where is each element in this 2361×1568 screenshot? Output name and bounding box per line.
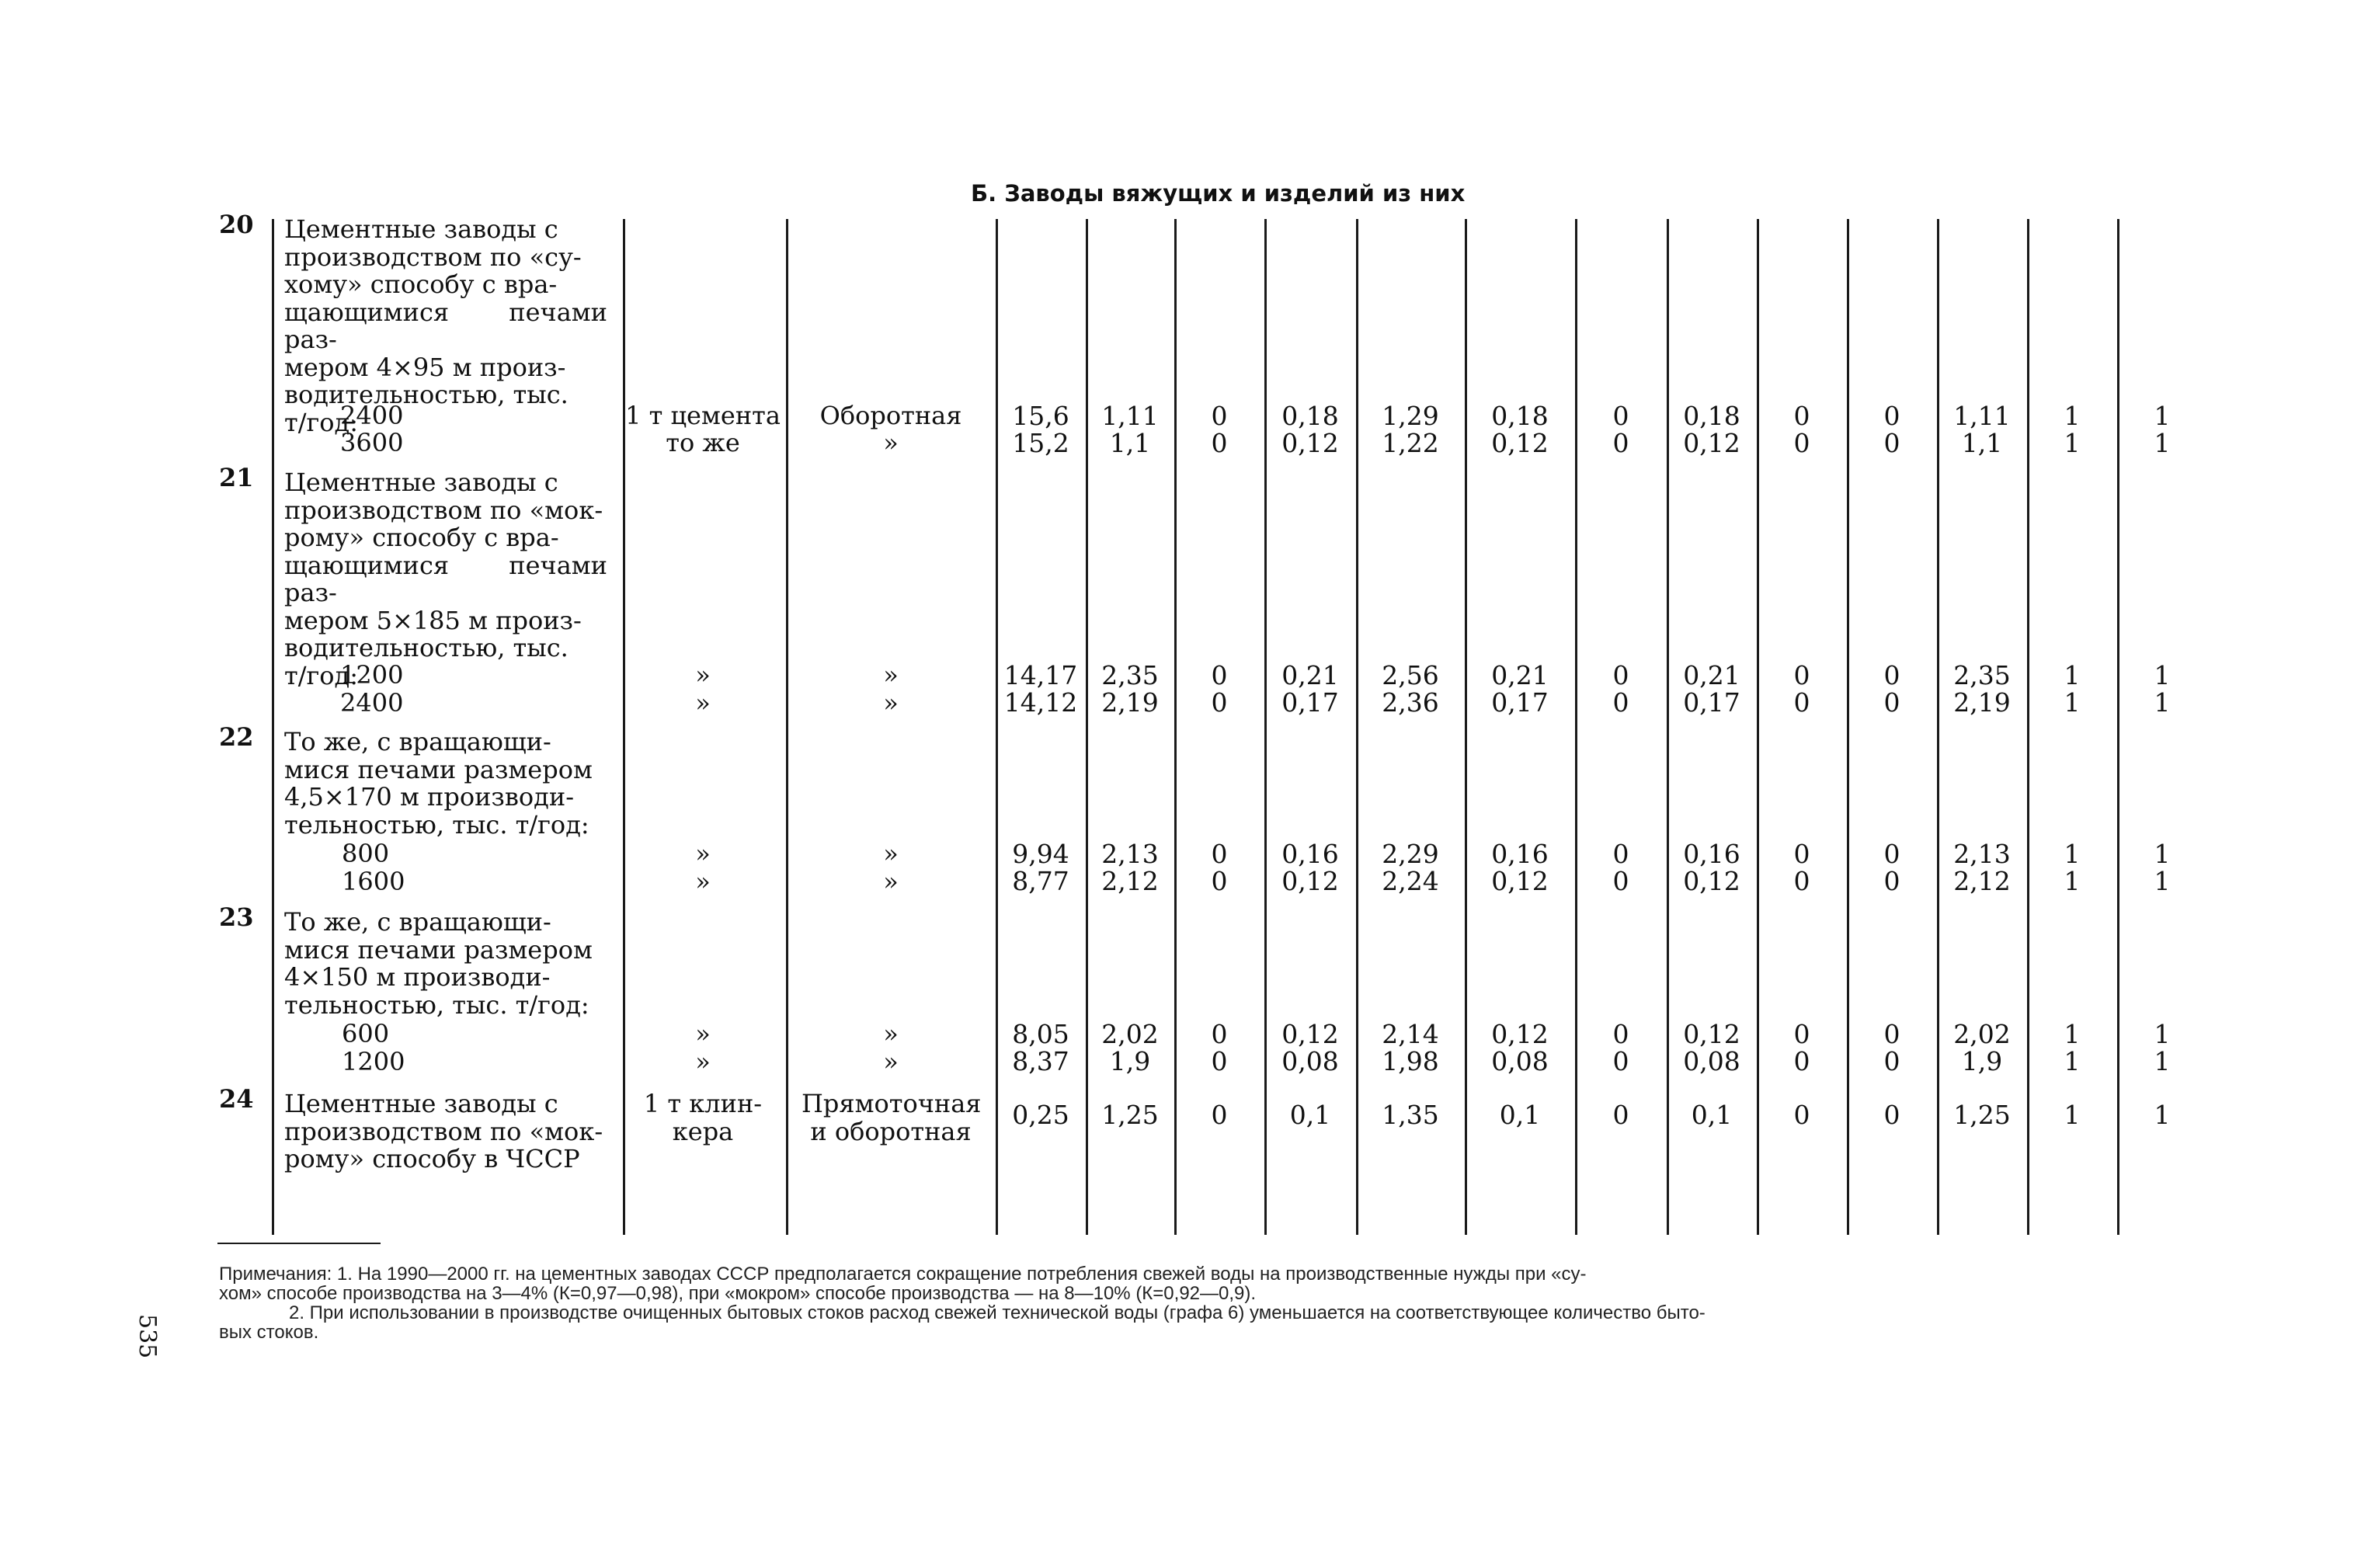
capacity-value: 800 [342,839,390,868]
unit-cell: » [695,867,711,896]
column-rule [1465,219,1467,1235]
table-cell: 0 [1883,866,1900,896]
table-cell: 2,14 [1382,1019,1439,1049]
capacity-value: 600 [342,1019,390,1048]
column-rule [1667,219,1669,1235]
table-cell: 2,56 [1382,660,1439,690]
table-cell: 0,18 [1281,401,1339,431]
table-cell: 8,77 [1012,866,1069,896]
table-cell: 1 [2154,687,2171,718]
table-cell: 0,08 [1683,1046,1740,1076]
column-rule [2117,219,2119,1235]
table-cell: 0 [1211,839,1228,869]
table-cell: 1,1 [1109,428,1151,458]
table-cell: 0 [1211,401,1228,431]
section-title: Б. Заводы вяжущих и изделий из них [971,180,1466,207]
table-cell: 1,25 [1953,1100,2011,1130]
table-cell: 0 [1883,428,1900,458]
table-cell: 2,24 [1382,866,1439,896]
table-cell: 0,18 [1491,401,1549,431]
table-cell: 1,1 [1961,428,2003,458]
table-cell: 0 [1793,428,1810,458]
table-cell: 15,6 [1012,401,1069,431]
table-cell: 0,18 [1683,401,1740,431]
column-rule [272,219,274,1235]
table-cell: 0,12 [1491,428,1549,458]
capacity-value: 3600 [340,428,404,457]
water-system-cell: » [883,867,899,896]
table-cell: 1 [2154,1100,2171,1130]
table-cell: 0 [1211,660,1228,690]
column-rule [1086,219,1088,1235]
column-rule [1847,219,1849,1235]
table-cell: 0,17 [1683,687,1740,718]
table-cell: 0 [1612,660,1629,690]
capacity-value: 1200 [340,660,404,690]
table-cell: 1,11 [1953,401,2011,431]
water-system-cell: » [883,688,899,718]
table-cell: 1,98 [1382,1046,1439,1076]
row-number: 20 [219,210,254,239]
unit-cell: » [695,839,711,868]
note-line: хом» способе производства на 3—4% (К=0,97—0,98), при «мокром» способе производства — на 8—10% (К=0,92—0,9). [219,1283,1257,1304]
table-cell: 2,12 [1953,866,2011,896]
table-cell: 1 [2154,1046,2171,1076]
table-cell: 2,19 [1953,687,2011,718]
table-cell: 0,17 [1281,687,1339,718]
table-cell: 2,13 [1101,839,1159,869]
table-cell: 2,35 [1101,660,1159,690]
table-cell: 0 [1612,1019,1629,1049]
table-cell: 0,16 [1683,839,1740,869]
row-number: 22 [219,722,254,752]
table-cell: 0 [1793,1019,1810,1049]
column-rule [1356,219,1358,1235]
table-cell: 1 [2064,866,2081,896]
table-cell: 0 [1211,428,1228,458]
table-cell: 0,12 [1683,866,1740,896]
table-cell: 15,2 [1012,428,1069,458]
table-cell: 0 [1793,839,1810,869]
table-cell: 0 [1793,1100,1810,1130]
table-cell: 0,17 [1491,687,1549,718]
water-system-cell: Прямоточная [801,1089,982,1118]
capacity-value: 1200 [342,1047,405,1076]
footnote-rule [217,1243,381,1244]
note-line: Примечания: 1. На 1990—2000 гг. на цементных заводах СССР предполагается сокращение потребления свежей воды на производственные нужды при «су- [219,1264,1587,1285]
table-cell: 0,1 [1499,1100,1541,1130]
column-rule [996,219,998,1235]
table-cell: 1,22 [1382,428,1439,458]
table-cell: 0 [1211,866,1228,896]
capacity-value: 1600 [342,867,405,896]
table-cell: 0,12 [1491,866,1549,896]
table-cell: 9,94 [1012,839,1069,869]
note-line: вых стоков. [219,1322,319,1343]
water-system-cell: » [883,660,899,690]
table-cell: 0,21 [1683,660,1740,690]
capacity-value: 2400 [340,401,404,430]
table-cell: 0,12 [1281,1019,1339,1049]
table-cell: 2,02 [1953,1019,2011,1049]
table-cell: 0 [1612,687,1629,718]
table-cell: 14,17 [1003,660,1078,690]
column-rule [623,219,625,1235]
table-cell: 0 [1612,1046,1629,1076]
row-description: Цементные заводы с производством по «мок- рому» способу в ЧССР [284,1089,603,1173]
column-rule [1264,219,1267,1235]
table-cell: 0 [1211,687,1228,718]
row-number: 24 [219,1084,254,1114]
unit-cell: » [695,1047,711,1076]
unit-cell: » [695,688,711,718]
unit-cell: » [695,1019,711,1048]
table-cell: 0,08 [1491,1046,1549,1076]
row-description: Цементные заводы с производством по «мок- рому» способу с вра- щающимися печами раз- мером 5×185 м произ- водительностью, тыс. т/год: [284,468,607,690]
water-system-cell: » [883,1019,899,1048]
table-cell: 0 [1883,1100,1900,1130]
table-cell: 0,12 [1683,1019,1740,1049]
table-cell: 0 [1612,428,1629,458]
table-cell: 8,37 [1012,1046,1069,1076]
table-cell: 1 [2064,687,2081,718]
table-cell: 2,12 [1101,866,1159,896]
table-cell: 0 [1793,401,1810,431]
table-cell: 2,35 [1953,660,2011,690]
note-line: 2. При использовании в производстве очищенных бытовых стоков расход свежей технической воды (графа 6) уменьшается на соответствующее количество быто- [289,1302,1706,1323]
table-cell: 0,12 [1491,1019,1549,1049]
table-cell: 0,1 [1691,1100,1733,1130]
table-cell: 0 [1612,839,1629,869]
table-cell: 0 [1883,1019,1900,1049]
row-description: То же, с вращающи- мися печами размером 4×150 м производи- тельностью, тыс. т/год: [284,907,593,1020]
table-cell: 1 [2154,1019,2171,1049]
table-cell: 1,25 [1101,1100,1159,1130]
table-cell: 1,35 [1382,1100,1439,1130]
column-rule [786,219,788,1235]
row-description: То же, с вращающи- мися печами размером 4,5×170 м производи- тельностью, тыс. т/год: [284,727,593,840]
column-rule [1937,219,1939,1235]
table-cell: 1 [2064,1046,2081,1076]
table-cell: 0 [1612,866,1629,896]
table-cell: 2,29 [1382,839,1439,869]
row-number: 23 [219,902,254,932]
unit-cell: кера [672,1117,734,1146]
unit-cell: то же [666,428,740,457]
column-rule [1575,219,1577,1235]
table-cell: 0,25 [1012,1100,1069,1130]
unit-cell: 1 т цемента [625,401,781,430]
table-cell: 0,21 [1281,660,1339,690]
table-cell: 0,21 [1491,660,1549,690]
table-cell: 0,12 [1683,428,1740,458]
table-cell: 0 [1793,660,1810,690]
table-cell: 1 [2154,401,2171,431]
table-cell: 2,13 [1953,839,2011,869]
table-cell: 0 [1211,1100,1228,1130]
table-cell: 0 [1883,401,1900,431]
table-cell: 1,9 [1961,1046,2003,1076]
table-cell: 0,16 [1281,839,1339,869]
water-system-cell: и оборотная [810,1117,972,1146]
unit-cell: 1 т клин- [643,1089,763,1118]
table-cell: 1 [2154,866,2171,896]
table-cell: 1,9 [1109,1046,1151,1076]
column-rule [1757,219,1759,1235]
table-cell: 1 [2064,401,2081,431]
table-cell: 1 [2064,660,2081,690]
table-cell: 1 [2064,1100,2081,1130]
table-cell: 0,12 [1281,428,1339,458]
water-system-cell: » [883,1047,899,1076]
table-cell: 1 [2154,660,2171,690]
table-cell: 0 [1883,660,1900,690]
table-cell: 2,19 [1101,687,1159,718]
footnotes [219,1264,2199,1342]
table-cell: 0 [1793,1046,1810,1076]
table-cell: 0,16 [1491,839,1549,869]
column-rule [2027,219,2029,1235]
table-cell: 0,12 [1281,866,1339,896]
table-cell: 0 [1612,401,1629,431]
table-cell: 14,12 [1003,687,1078,718]
table-cell: 0,1 [1289,1100,1331,1130]
row-number: 21 [219,463,254,492]
unit-cell: » [695,660,711,690]
table-cell: 0 [1612,1100,1629,1130]
table-cell: 0 [1883,687,1900,718]
table-cell: 0 [1793,687,1810,718]
table-cell: 1 [2154,428,2171,458]
table-cell: 0 [1793,866,1810,896]
water-system-cell: Оборотная [819,401,962,430]
table-cell: 2,02 [1101,1019,1159,1049]
table-cell: 0 [1883,1046,1900,1076]
table-cell: 1 [2064,839,2081,869]
table-cell: 1,11 [1101,401,1159,431]
table-cell: 2,36 [1382,687,1439,718]
table-cell: 0 [1211,1046,1228,1076]
row-description: Цементные заводы с производством по «су- хому» способу с вра- щающимися печами раз- мером 4×95 м произ- водительностью, тыс. т/год: [284,214,607,437]
page-number: 535 [134,1314,161,1359]
table-cell: 0,08 [1281,1046,1339,1076]
water-system-cell: » [883,428,899,457]
table-cell: 1 [2154,839,2171,869]
table-cell: 1 [2064,428,2081,458]
table-cell: 0 [1883,839,1900,869]
water-system-cell: » [883,839,899,868]
table-cell: 8,05 [1012,1019,1069,1049]
table-cell: 1,29 [1382,401,1439,431]
capacity-value: 2400 [340,688,404,718]
table-cell: 0 [1211,1019,1228,1049]
table-cell: 1 [2064,1019,2081,1049]
column-rule [1174,219,1177,1235]
